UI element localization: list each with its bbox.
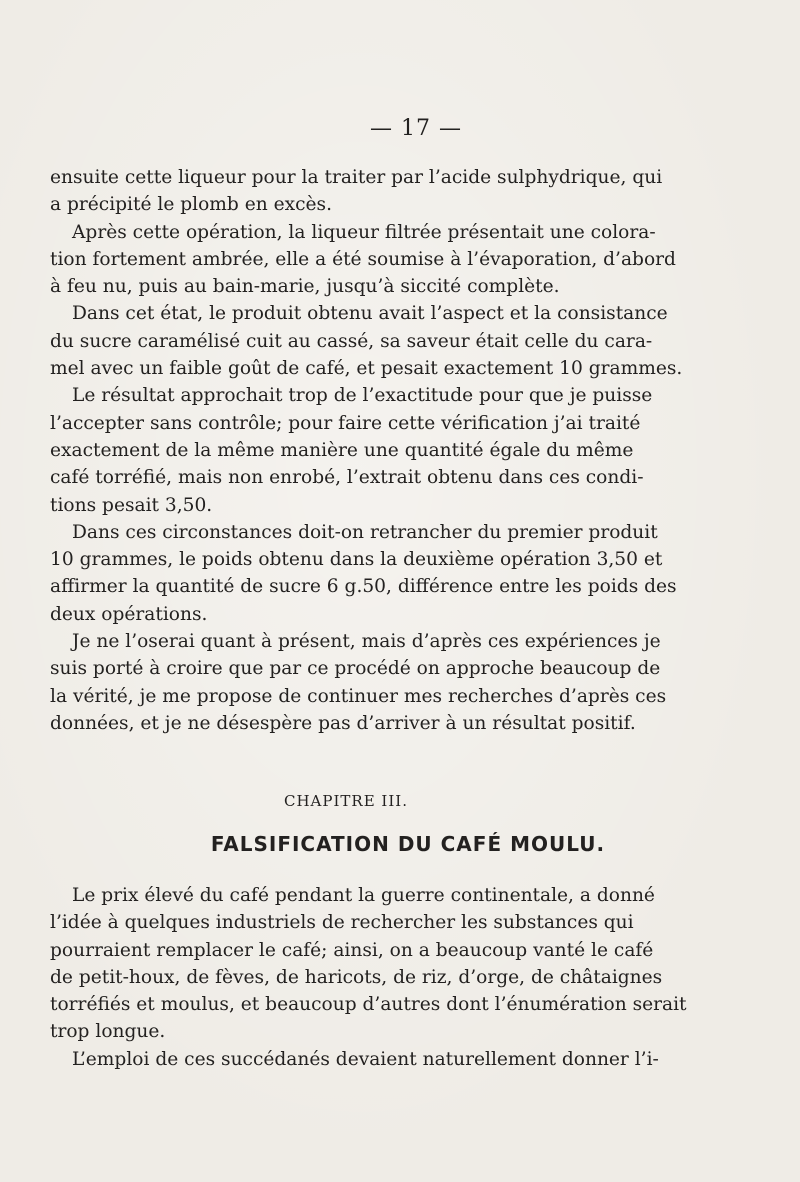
text-block-bottom	[50, 882, 687, 1073]
text-line: affirmer la quantité de sucre 6 g.50, différence entre les poids des	[50, 576, 677, 598]
text-line: trop longue.	[50, 1021, 166, 1043]
text-line: suis porté à croire que par ce procédé on approche beaucoup de	[50, 658, 661, 680]
text-line: pourraient remplacer le café; ainsi, on a beaucoup vanté le café	[50, 939, 654, 961]
text-line: Dans cet état, le produit obtenu avait l’aspect et la consistance	[72, 303, 668, 325]
text-line: du sucre caramélisé cuit au cassé, sa saveur était celle du cara-	[50, 330, 653, 352]
text-line: torréfiés et moulus, et beaucoup d’autres dont l’énumération serait	[50, 994, 687, 1016]
text-line: Après cette opération, la liqueur filtrée présentait une colora-	[72, 221, 656, 243]
text-line: mel avec un faible goût de café, et pesait exactement 10 grammes.	[50, 358, 683, 380]
text-line: à feu nu, puis au bain-marie, jusqu’à siccité complète.	[50, 276, 560, 298]
chapter-title: FALSIFICATION DU CAFÉ MOULU.	[210, 832, 606, 856]
text-line: tions pesait 3,50.	[50, 494, 213, 516]
chapter-label: CHAPITRE III.	[284, 792, 408, 810]
text-line: 10 grammes, le poids obtenu dans la deuxième opération 3,50 et	[50, 549, 663, 571]
text-line: exactement de la même manière une quantité égale du même	[50, 439, 634, 461]
text-line: Je ne l’oserai quant à présent, mais d’après ces expériences je	[72, 631, 661, 653]
text-line: deux opérations.	[50, 603, 208, 625]
text-line: données, et je ne désespère pas d’arriver à un résultat positif.	[50, 712, 636, 734]
page-number: — 17 —	[370, 116, 462, 141]
text-line: Dans ces circonstances doit-on retrancher du premier produit	[72, 521, 658, 543]
text-line: Le résultat approchait trop de l’exactitude pour que je puisse	[72, 385, 653, 407]
text-line: L’emploi de ces succédanés devaient naturellement donner l’i-	[72, 1048, 659, 1070]
text-line: ensuite cette liqueur pour la traiter par l’acide sulphydrique, qui	[50, 167, 663, 188]
text-line: a précipité le plomb en excès.	[50, 194, 332, 216]
text-line: de petit-houx, de fèves, de haricots, de riz, d’orge, de châtaignes	[50, 966, 663, 988]
text-line: l’accepter sans contrôle; pour faire cette vérification j’ai traité	[50, 412, 641, 434]
text-line: Le prix élevé du café pendant la guerre continentale, a donné	[72, 885, 655, 906]
text-block-top	[50, 164, 683, 737]
text-line: tion fortement ambrée, elle a été soumise à l’évaporation, d’abord	[50, 248, 676, 270]
text-line: la vérité, je me propose de continuer mes recherches d’après ces	[50, 685, 667, 707]
text-line: l’idée à quelques industriels de rechercher les substances qui	[50, 912, 634, 934]
text-line: café torréfié, mais non enrobé, l’extrait obtenu dans ces condi-	[50, 467, 644, 489]
